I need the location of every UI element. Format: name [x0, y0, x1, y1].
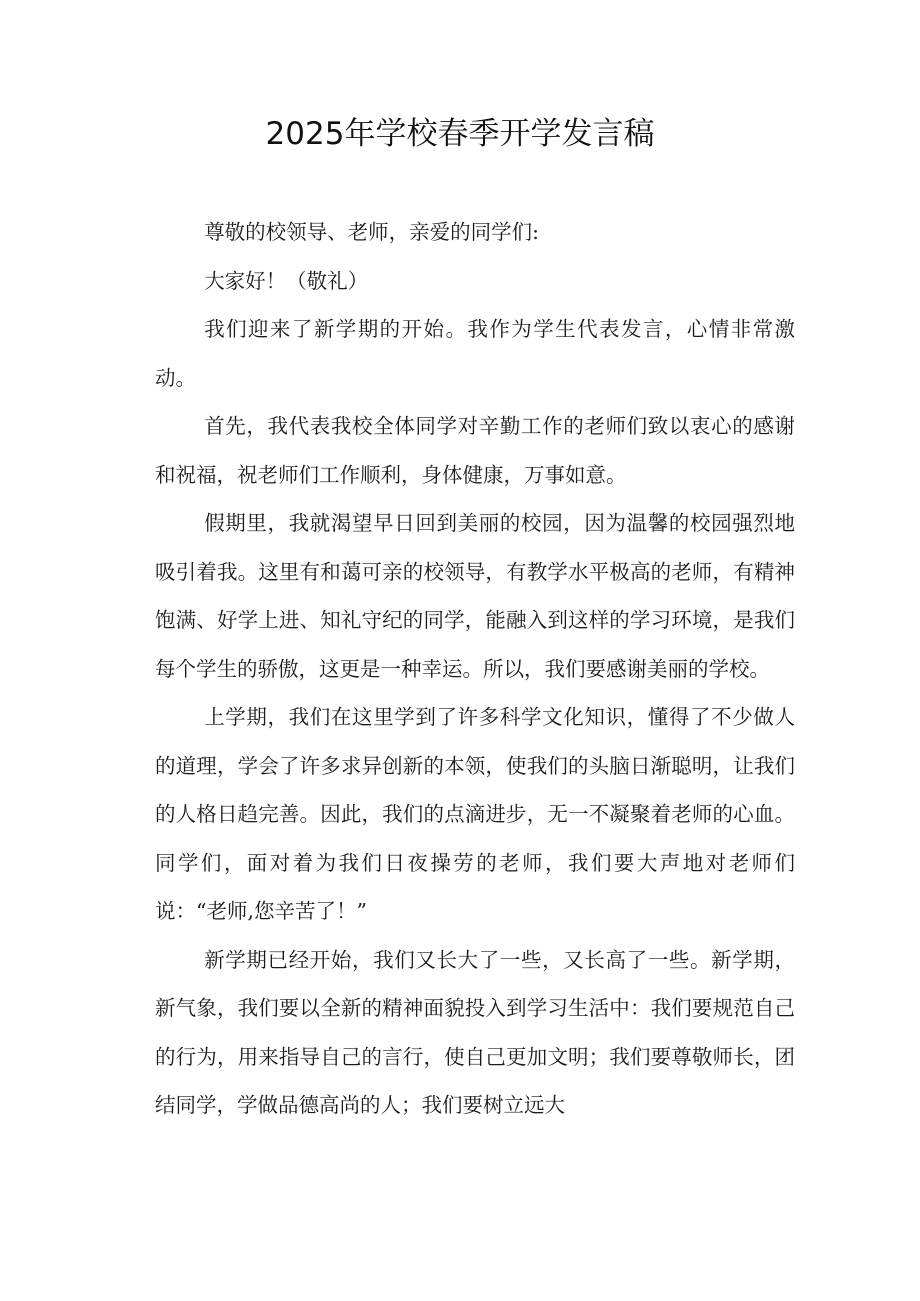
body-paragraph: 假期里，我就渴望早日回到美丽的校园，因为温馨的校园强烈地吸引着我。这里有和蔼可亲的校领导，有教学水平极高的老师，有精神饱满、好学上进、知礼守纪的同学，能融入到这样的学习环境，是我们每个学生的骄傲，这更是一种幸运。所以，我们要感谢美丽的学校。	[155, 511, 795, 681]
salutation-paragraph: 尊敬的校领导、老师，亲爱的同学们:	[204, 220, 540, 244]
greeting-paragraph: 大家好！（敬礼）	[204, 268, 369, 293]
body-paragraph: 新学期已经开始，我们又长大了一些，又长高了一些。新学期，新气象，我们要以全新的精神面貌投入到学习生活中：我们要规范自己的行为，用来指导自己的言行，使自己更加文明；我们要尊敬师长，团结同学，学做品德高尚的人；我们要树立远大	[155, 947, 795, 1117]
document-body	[155, 208, 795, 1130]
body-paragraph: 首先，我代表我校全体同学对辛勤工作的老师们致以衷心的感谢和祝福，祝老师们工作顺利，身体健康，万事如意。	[155, 414, 795, 487]
document-title: 2025年学校春季开学发言稿	[265, 116, 655, 152]
body-paragraph: 我们迎来了新学期的开始。我作为学生代表发言，心情非常激动。	[155, 317, 795, 390]
body-paragraph: 上学期，我们在这里学到了许多科学文化知识，懂得了不少做人的道理，学会了许多求异创新的本领，使我们的头脑日渐聪明，让我们的人格日趋完善。因此，我们的点滴进步，无一不凝聚着老师的心血。同学们，面对着为我们日夜操劳的老师，我们要大声地对老师们说：“老师,您辛苦了！”	[155, 705, 795, 923]
